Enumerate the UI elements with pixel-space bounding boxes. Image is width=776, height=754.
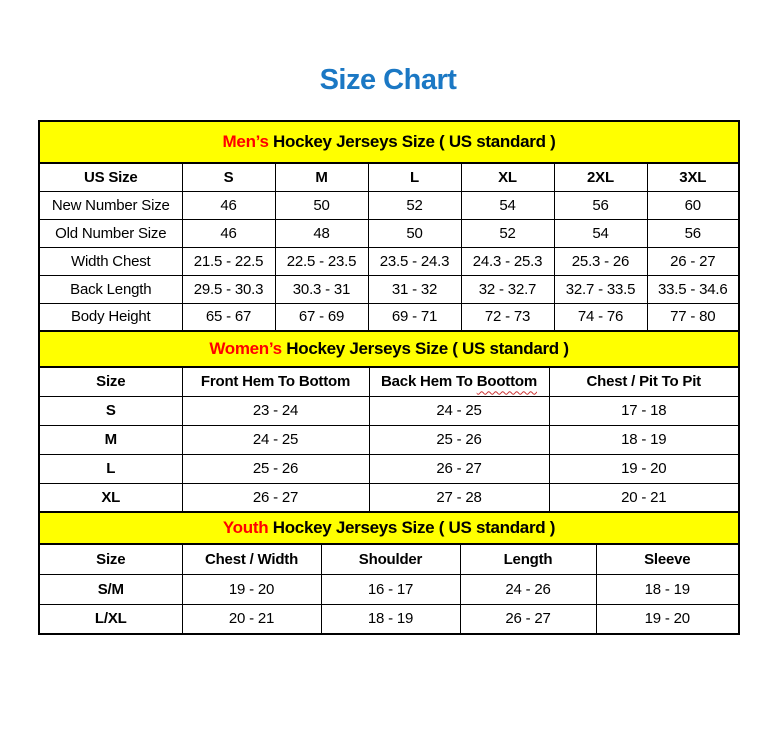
row-label: XL <box>39 483 182 512</box>
mens-column-header: 2XL <box>554 163 647 191</box>
mens-table-row <box>39 275 739 303</box>
youth-column-header: Chest / Width <box>182 544 321 574</box>
size-value-cell: 19 - 20 <box>596 604 739 634</box>
mens-section-title-highlight: Men’s <box>222 132 269 151</box>
mens-column-header: S <box>182 163 275 191</box>
mens-header-row <box>39 163 739 191</box>
size-value-cell: 18 - 19 <box>321 604 460 634</box>
youth-table-row <box>39 574 739 604</box>
mens-column-header: 3XL <box>647 163 739 191</box>
size-value-cell: 23.5 - 24.3 <box>368 247 461 275</box>
size-value-cell: 30.3 - 31 <box>275 275 368 303</box>
womens-column-header: Size <box>39 367 182 396</box>
size-value-cell: 50 <box>275 191 368 219</box>
size-value-cell: 16 - 17 <box>321 574 460 604</box>
youth-size-table <box>38 511 740 635</box>
size-chart-page <box>0 62 776 754</box>
row-label: Old Number Size <box>39 219 182 247</box>
womens-table-row <box>39 483 739 512</box>
womens-size-table <box>38 330 740 513</box>
womens-table-row <box>39 425 739 454</box>
page-title: Size Chart <box>319 64 457 96</box>
size-value-cell: 54 <box>554 219 647 247</box>
youth-column-header: Sleeve <box>596 544 739 574</box>
size-value-cell: 67 - 69 <box>275 303 368 331</box>
size-value-cell: 23 - 24 <box>182 396 369 425</box>
size-value-cell: 52 <box>461 219 554 247</box>
size-value-cell: 25 - 26 <box>182 454 369 483</box>
mens-column-header: US Size <box>39 163 182 191</box>
mens-table-row <box>39 247 739 275</box>
size-value-cell: 56 <box>554 191 647 219</box>
mens-section-title-rest: Hockey Jerseys Size ( US standard ) <box>268 132 556 151</box>
womens-section-title-rest: Hockey Jerseys Size ( US standard ) <box>281 339 569 358</box>
size-value-cell: 74 - 76 <box>554 303 647 331</box>
size-value-cell: 72 - 73 <box>461 303 554 331</box>
size-value-cell: 50 <box>368 219 461 247</box>
size-tables <box>38 120 738 635</box>
size-value-cell: 60 <box>647 191 739 219</box>
womens-section-band-row <box>39 331 739 367</box>
size-value-cell: 29.5 - 30.3 <box>182 275 275 303</box>
womens-header-row <box>39 367 739 396</box>
size-value-cell: 25.3 - 26 <box>554 247 647 275</box>
mens-table-row <box>39 191 739 219</box>
size-value-cell: 31 - 32 <box>368 275 461 303</box>
size-value-cell: 21.5 - 22.5 <box>182 247 275 275</box>
row-label: Back Length <box>39 275 182 303</box>
youth-table-row <box>39 604 739 634</box>
size-value-cell: 32.7 - 33.5 <box>554 275 647 303</box>
row-label: New Number Size <box>39 191 182 219</box>
size-value-cell: 65 - 67 <box>182 303 275 331</box>
size-value-cell: 26 - 27 <box>460 604 596 634</box>
row-label: S <box>39 396 182 425</box>
size-value-cell: 20 - 21 <box>182 604 321 634</box>
size-value-cell: 20 - 21 <box>549 483 739 512</box>
size-value-cell: 24 - 26 <box>460 574 596 604</box>
size-value-cell: 69 - 71 <box>368 303 461 331</box>
row-label: M <box>39 425 182 454</box>
mens-column-header: L <box>368 163 461 191</box>
size-value-cell: 48 <box>275 219 368 247</box>
womens-column-header: Chest / Pit To Pit <box>549 367 739 396</box>
size-value-cell: 26 - 27 <box>369 454 549 483</box>
womens-section-title-highlight: Women’s <box>209 339 282 358</box>
mens-table-row <box>39 219 739 247</box>
row-label: S/M <box>39 574 182 604</box>
size-value-cell: 24 - 25 <box>182 425 369 454</box>
mens-table-row <box>39 303 739 331</box>
size-value-cell: 18 - 19 <box>549 425 739 454</box>
size-value-cell: 24 - 25 <box>369 396 549 425</box>
womens-table-row <box>39 454 739 483</box>
youth-section-band-row <box>39 512 739 544</box>
size-value-cell: 19 - 20 <box>182 574 321 604</box>
size-value-cell: 18 - 19 <box>596 574 739 604</box>
size-value-cell: 54 <box>461 191 554 219</box>
size-value-cell: 26 - 27 <box>182 483 369 512</box>
size-value-cell: 46 <box>182 191 275 219</box>
womens-column-header: Back Hem To Boottom <box>369 367 549 396</box>
size-value-cell: 52 <box>368 191 461 219</box>
womens-column-header: Front Hem To Bottom <box>182 367 369 396</box>
size-value-cell: 19 - 20 <box>549 454 739 483</box>
youth-section-title-highlight: Youth <box>222 518 269 537</box>
size-value-cell: 24.3 - 25.3 <box>461 247 554 275</box>
size-value-cell: 32 - 32.7 <box>461 275 554 303</box>
mens-column-header: XL <box>461 163 554 191</box>
womens-table-row <box>39 396 739 425</box>
mens-column-header: M <box>275 163 368 191</box>
size-value-cell: 56 <box>647 219 739 247</box>
youth-header-row <box>39 544 739 574</box>
youth-section-title-rest: Hockey Jerseys Size ( US standard ) <box>268 518 556 537</box>
size-value-cell: 22.5 - 23.5 <box>275 247 368 275</box>
row-label: Body Height <box>39 303 182 331</box>
mens-section-band-row <box>39 121 739 163</box>
mens-size-table <box>38 120 740 332</box>
row-label: L/XL <box>39 604 182 634</box>
mens-section-title <box>39 121 739 163</box>
size-value-cell: 77 - 80 <box>647 303 739 331</box>
size-value-cell: 33.5 - 34.6 <box>647 275 739 303</box>
size-value-cell: 27 - 28 <box>369 483 549 512</box>
size-value-cell: 46 <box>182 219 275 247</box>
size-value-cell: 25 - 26 <box>369 425 549 454</box>
youth-column-header: Size <box>39 544 182 574</box>
size-value-cell: 26 - 27 <box>647 247 739 275</box>
row-label: Width Chest <box>39 247 182 275</box>
youth-section-title <box>39 512 739 544</box>
youth-column-header: Shoulder <box>321 544 460 574</box>
row-label: L <box>39 454 182 483</box>
womens-section-title <box>39 331 739 367</box>
misspelled-word: Boottom <box>476 373 537 391</box>
youth-column-header: Length <box>460 544 596 574</box>
size-value-cell: 17 - 18 <box>549 396 739 425</box>
